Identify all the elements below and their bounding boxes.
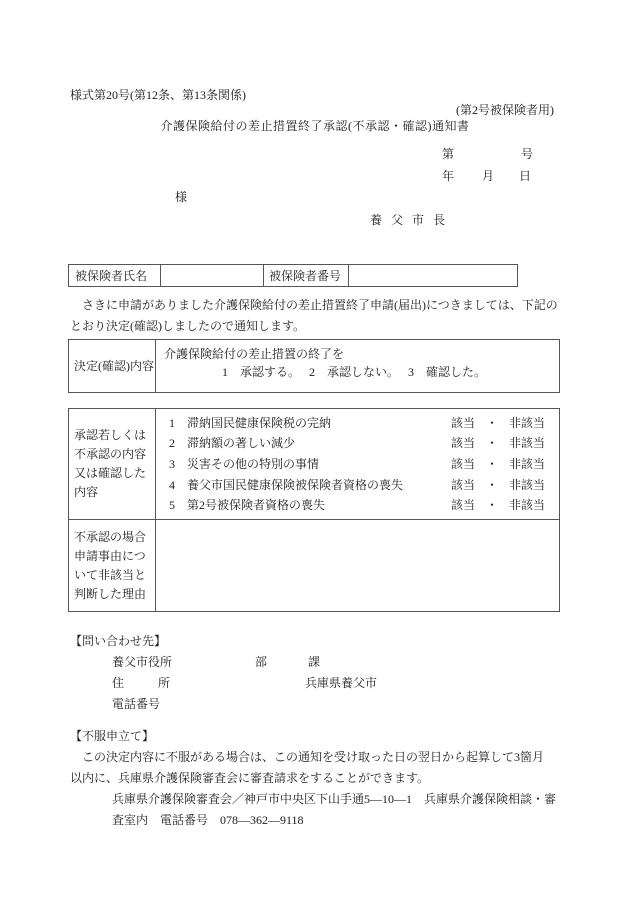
approval-items-row [69,409,559,520]
item-status [451,475,545,495]
status-separator: ・ [485,415,498,430]
approval-label: 承認若しくは不承認の内容又は確認した内容 [69,409,156,519]
applicable-option: 該当 [450,477,475,492]
insured-name-field [161,265,264,286]
contact-heading: 【問い合わせ先】 [70,634,167,648]
insured-name-label: 被保険者氏名 [69,265,161,286]
decision-options: 1 承認する。 2 承認しない。 3 確認した。 [222,365,487,379]
appeal-paragraph-line1: この決定内容に不服がある場合は、この通知を受け取った日の翌日から起算して3箇月 [70,750,545,764]
item-status [451,433,545,453]
item-number: 4 [169,477,175,492]
contact-phone-label: 電話番号 [112,697,161,711]
decision-line1: 介護保険給付の差止措置の終了を [164,347,345,361]
date-year-label: 年 [442,169,455,183]
not-applicable-option: 非該当 [508,415,545,430]
item-status [451,413,545,433]
approval-items [156,409,559,519]
intro-paragraph: さきに申請がありました介護保険給付の差止措置終了申請(届出)につきましては、下記のとおり決定(確認)しましたので通知します。 [70,298,558,333]
applicable-option: 該当 [450,498,475,513]
rejection-reason-row [69,520,559,611]
approval-item [169,495,545,515]
status-separator: ・ [485,436,498,451]
item-text: 災害その他の特別の事情 [187,456,320,471]
approval-item [169,413,545,433]
addressee-honorific: 様 [175,190,188,204]
applicable-option: 該当 [450,436,475,451]
item-number: 3 [169,456,175,471]
contact-dept-label: 部 [255,655,268,669]
item-status [451,454,545,474]
recipient-type-note: (第2号被保険者用) [456,103,554,117]
doc-number-suffix: 号 [521,147,534,161]
status-separator: ・ [485,498,498,513]
appeal-heading: 【不服申立て】 [70,729,155,743]
insured-number-label: 被保険者番号 [264,265,349,286]
item-status [451,495,545,515]
applicable-option: 該当 [450,456,475,471]
contact-section-label: 課 [308,655,321,669]
not-applicable-option: 非該当 [508,477,545,492]
item-text: 養父市国民健康保険被保険者資格の喪失 [187,477,404,492]
approval-item [169,475,545,495]
appeal-board-address-line1: 兵庫県介護保険審査会／神戸市中央区下山手通5―10―1 兵庫県介護保険相談・審 [112,792,557,806]
approval-item [169,454,545,474]
rejection-reason-field [156,520,559,611]
applicable-option: 該当 [450,415,475,430]
appeal-paragraph-line2: 以内に、兵庫県介護保険審査会に審査請求をすることができます。 [70,771,430,785]
page-title: 介護保険給付の差止措置終了承認(不承認・確認)通知書 [160,119,470,133]
rejection-reason-label: 不承認の場合申請事由について非該当と判断した理由 [69,520,156,611]
contact-address-label-2: 所 [158,676,171,690]
insured-person-table [68,264,518,287]
decision-label: 決定(確認)内容 [69,340,156,392]
contact-address-value: 兵庫県養父市 [305,676,378,690]
item-text: 滞納額の著しい減少 [187,436,296,451]
approval-item [169,433,545,453]
decision-content [156,340,559,392]
contact-address-label-1: 住 [112,676,125,690]
date-month-label: 月 [482,169,495,183]
appeal-board-address-line2: 査室内 電話番号 078―362―9118 [112,813,304,827]
status-separator: ・ [485,477,498,492]
item-number: 1 [169,415,175,430]
not-applicable-option: 非該当 [508,498,545,513]
item-number: 5 [169,498,175,513]
item-text: 滞納国民健康保険税の完納 [187,415,332,430]
item-number: 2 [169,436,175,451]
doc-number-prefix: 第 [442,147,455,161]
not-applicable-option: 非該当 [508,436,545,451]
decision-table [68,339,560,393]
date-day-label: 日 [519,169,532,183]
approval-table [68,408,560,612]
item-text: 第2号被保険者資格の喪失 [187,498,326,513]
issuer-name: 養父市長 [370,213,455,227]
not-applicable-option: 非該当 [508,456,545,471]
contact-office: 養父市役所 [112,655,173,669]
form-number: 様式第20号(第12条、第13条関係) [70,88,246,102]
insured-number-box [349,265,517,286]
status-separator: ・ [485,456,498,471]
